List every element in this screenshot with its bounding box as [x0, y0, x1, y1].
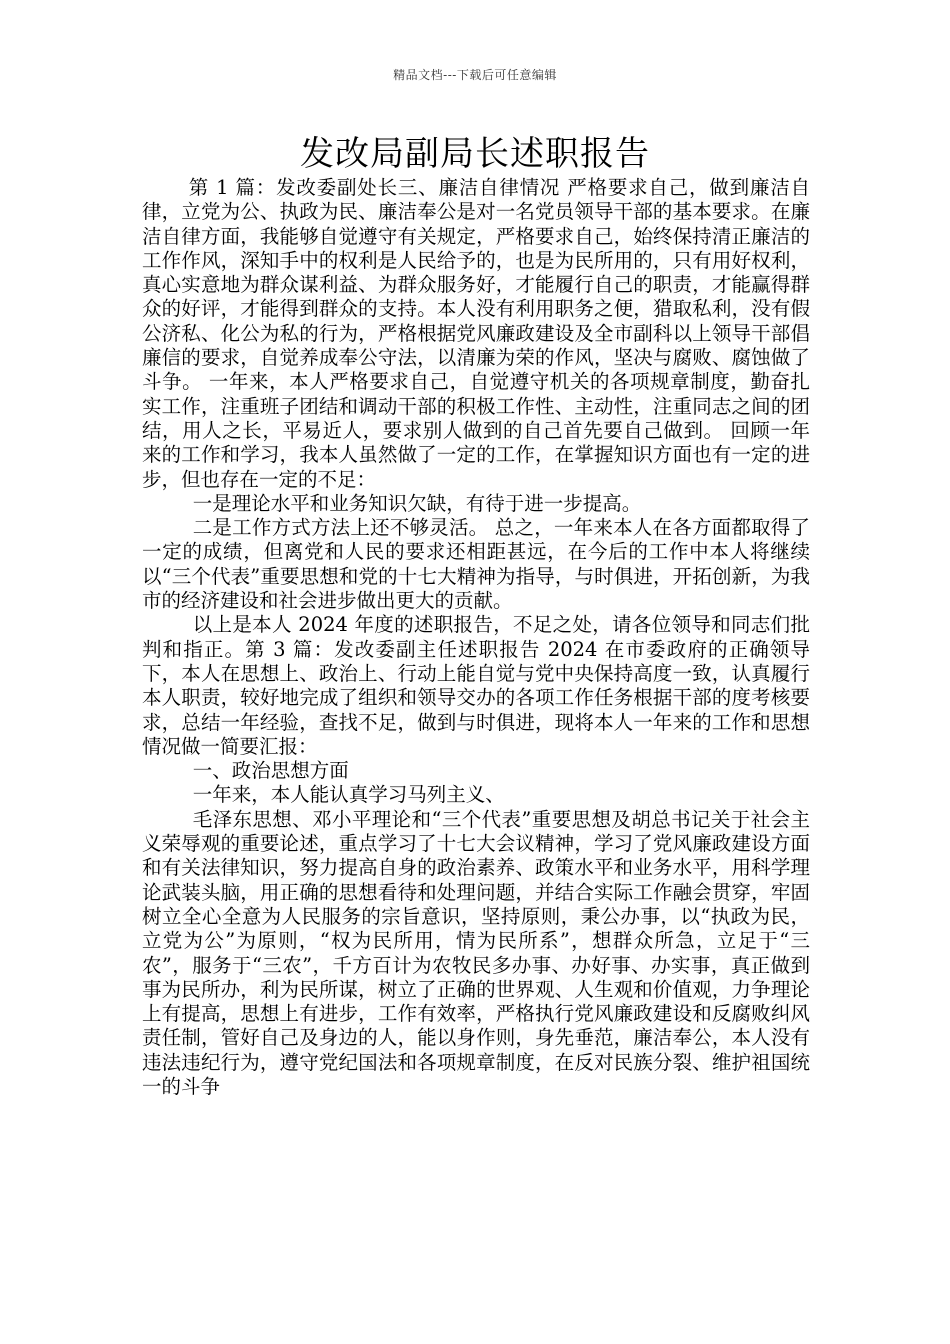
paragraph-4: 以上是本人 2024 年度的述职报告，不足之处，请各位领导和同志们批判和指正。第 3 篇：发改委副主任述职报告 2024 在市委政府的正确领导下，本人在思想上、政治上、行动上能自觉与党中央保持高度一致，认真履行本人职责，较好地完成了组织和领导交办的各项工作任务根据干部的度考核要求，总结一年经验，查找不足，做到与时俱进，现将本人一年来的工作和思想情况做一简要汇报： — [142, 613, 810, 758]
paragraph-3: 二是工作方式方法上还不够灵活。 总之，一年来本人在各方面都取得了一定的成绩，但离党和人民的要求还相距甚远，在今后的工作中本人将继续以“三个代表”重要思想和党的十七大精神为指导，与时俱进，开拓创新，为我市的经济建设和社会进步做出更大的贡献。 — [142, 516, 810, 613]
paragraph-1: 第 1 篇：发改委副处长三、廉洁自律情况 严格要求自己，做到廉洁自律，立党为公、执政为民、廉洁奉公是对一名党员领导干部的基本要求。在廉洁自律方面，我能够自觉遵守有关规定，严格要求自己，始终保持清正廉洁的工作作风，深知手中的权利是人民给予的，也是为民所用的，只有用好权利，真心实意地为群众谋利益、为群众服务好，才能履行自己的职责，才能赢得群众的好评，才能得到群众的支持。本人没有利用职务之便，猎取私利，没有假公济私、化公为私的行为，严格根据党风廉政建设及全市副科以上领导干部倡廉信的要求，自觉养成奉公守法，以清廉为荣的作风，坚决与腐败、腐蚀做了斗争。 一年来，本人严格要求自己，自觉遵守机关的各项规章制度，勤奋扎实工作，注重班子团结和调动干部的积极工作性、主动性，注重同志之间的团结，用人之长，平易近人，要求别人做到的自己首先要自己做到。 回顾一年来的工作和学习，我本人虽然做了一定的工作，在掌握知识方面也有一定的进步，但也存在一定的不足： — [142, 176, 810, 491]
section-heading-political: 一、政治思想方面 — [192, 759, 349, 783]
document-title: 发改局副局长述职报告 — [300, 134, 650, 174]
paragraph-2: 一是理论水平和业务知识欠缺，有待于进一步提高。 — [192, 491, 642, 515]
paragraph-5: 一年来，本人能认真学习马列主义、 — [192, 783, 505, 807]
document-body — [142, 176, 810, 1099]
page-header: 精品文档---下载后可任意编辑 — [393, 68, 557, 82]
paragraph-6: 毛泽东思想、邓小平理论和“三个代表”重要思想及胡总书记关于社会主义荣辱观的重要论述，重点学习了十七大会议精神，学习了党风廉政建设方面和有关法律知识，努力提高自身的政治素养、政策水平和业务水平，用科学理论武装头脑，用正确的思想看待和处理问题，并结合实际工作融会贯穿，牢固树立全心全意为人民服务的宗旨意识，坚持原则，秉公办事，以“执政为民，立党为公”为原则，“权为民所用，情为民所系”，想群众所急，立足于“三农”，服务于“三农”，千方百计为农牧民多办事、办好事、办实事，真正做到事为民所办，利为民所谋，树立了正确的世界观、人生观和价值观，力争理论上有提高，思想上有进步，工作有效率，严格执行党风廉政建设和反腐败纠风责任制，管好自己及身边的人，能以身作则，身先垂范，廉洁奉公，本人没有违法违纪行为，遵守党纪国法和各项规章制度，在反对民族分裂、维护祖国统一的斗争 — [142, 807, 810, 1098]
